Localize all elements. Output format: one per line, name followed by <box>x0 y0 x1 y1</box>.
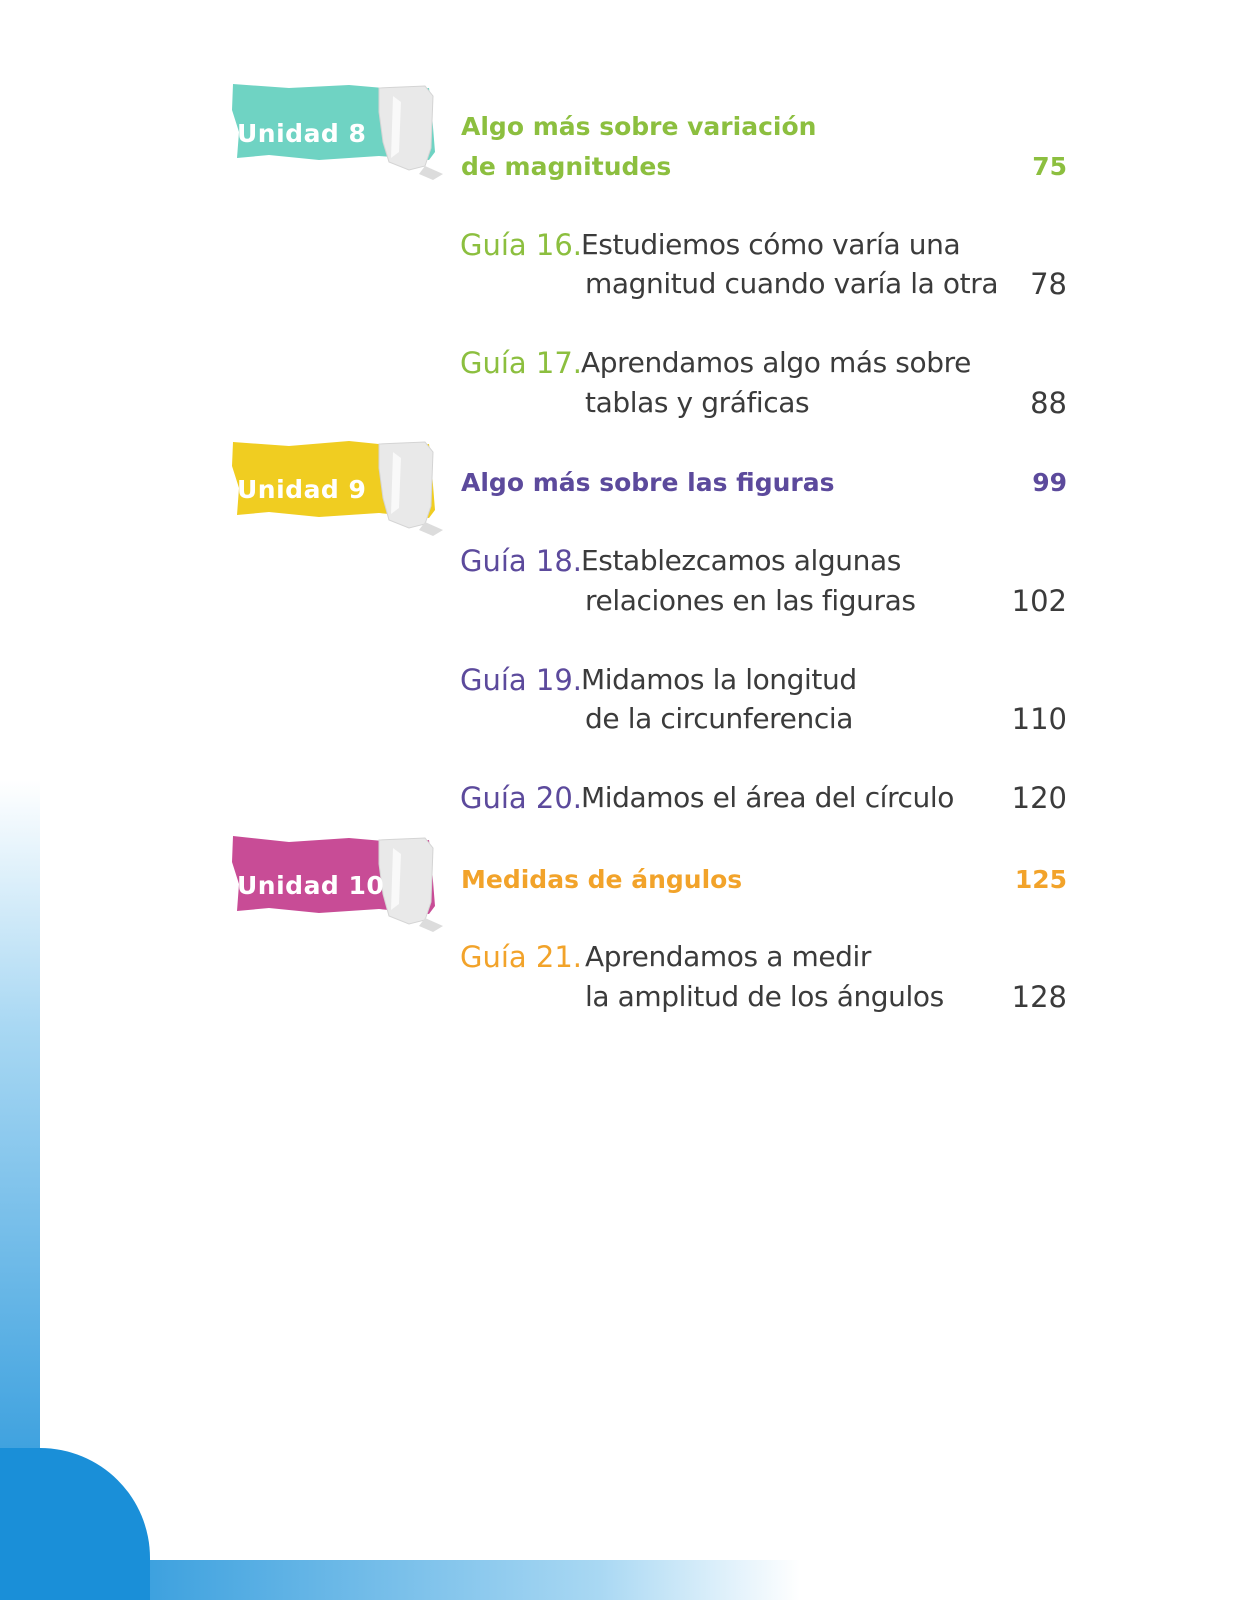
guide-16-title-line1: Estudiemos cómo varía una <box>581 228 961 261</box>
guide-21-title-line2: la amplitud de los ángulos <box>585 980 944 1013</box>
unit-9-title <box>461 463 1081 503</box>
guide-17-page-number: 88 <box>1030 386 1067 420</box>
unit-10-page-number: 125 <box>1014 865 1067 894</box>
guide-18-title-line1: Establezcamos algunas <box>581 544 901 577</box>
guide-21-page-number: 128 <box>1011 980 1067 1014</box>
guide-18-label: Guía 18. <box>460 544 583 578</box>
unit-9-page-number: 99 <box>1032 468 1067 497</box>
guide-20-page-number: 120 <box>1011 781 1067 815</box>
guide-19-label: Guía 19. <box>460 663 583 697</box>
guide-18-title-line2: relaciones en las figuras <box>585 584 916 617</box>
unit-8-tab-label: Unidad 8 <box>237 119 367 148</box>
guide-17-title-line2: tablas y gráficas <box>585 386 810 419</box>
unit-10-tab-label: Unidad 10 <box>237 871 385 900</box>
guide-17-title-line1: Aprendamos algo más sobre <box>581 346 971 379</box>
guide-19-title-line1: Midamos la longitud <box>581 663 857 696</box>
unit-10-title <box>461 860 1081 900</box>
unit-9-tab-label: Unidad 9 <box>237 475 367 504</box>
unit-9-tab <box>229 438 445 538</box>
unit-8-tab <box>229 82 445 182</box>
unit-8-title-line1: Algo más sobre variación <box>461 112 817 141</box>
guide-16-label: Guía 16. <box>460 228 583 262</box>
unit-9-title-line1: Algo más sobre las figuras <box>461 468 835 497</box>
guide-21-title-line1: Aprendamos a medir <box>585 940 872 973</box>
guide-19-page-number: 110 <box>1011 702 1067 736</box>
guide-17-label: Guía 17. <box>460 346 583 380</box>
unit-8-title <box>461 107 1081 187</box>
unit-8-page-number: 75 <box>1032 152 1067 181</box>
unit-10-tab <box>229 834 445 934</box>
unit-8-title-line2: de magnitudes <box>461 152 672 181</box>
guide-21-label: Guía 21. <box>460 940 583 974</box>
guide-20-label: Guía 20. <box>460 781 583 815</box>
corner-quarter-circle <box>0 1448 150 1600</box>
guide-16-title-line2: magnitud cuando varía la otra <box>585 267 999 300</box>
guide-16-page-number: 78 <box>1030 267 1067 301</box>
guide-18-page-number: 102 <box>1011 584 1067 618</box>
guide-19-title-line2: de la circunferencia <box>585 702 853 735</box>
unit-10-title-line1: Medidas de ángulos <box>461 865 743 894</box>
guide-20-title-line1: Midamos el área del círculo <box>581 781 955 814</box>
